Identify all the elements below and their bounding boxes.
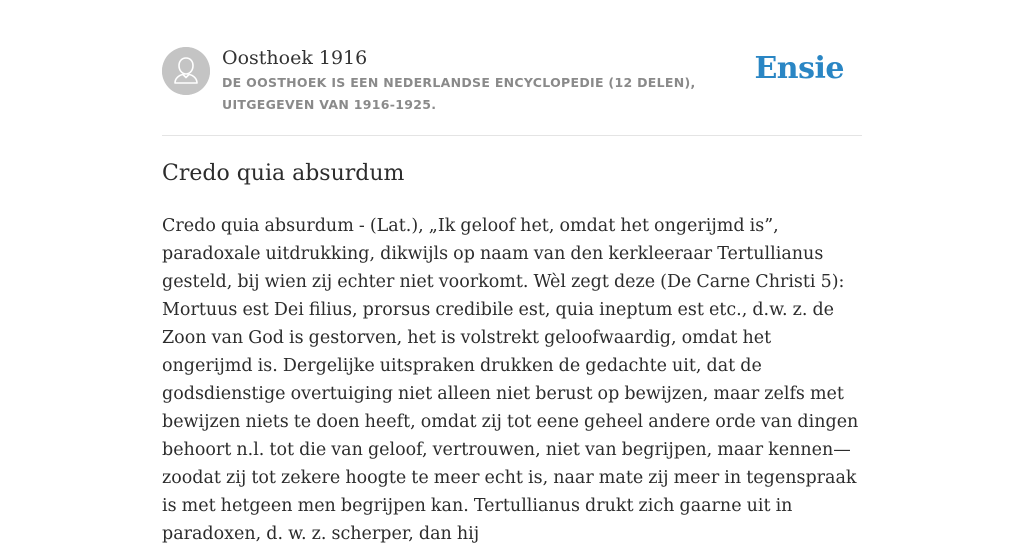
source-description: DE OOSTHOEK IS EEN NEDERLANDSE ENCYCLOPEDIE (12 DELEN), UITGEGEVEN VAN 1916-1925. <box>222 75 696 112</box>
header-divider <box>162 135 862 136</box>
user-silhouette-icon[interactable] <box>162 47 210 95</box>
source-title[interactable]: Oosthoek 1916 <box>222 47 368 69</box>
ensie-logo[interactable]: Ensie <box>754 51 844 86</box>
source-header <box>162 46 862 116</box>
article-body: Credo quia absurdum - (Lat.), „Ik geloof het, omdat het ongerijmd is”, paradoxale uitdrukking, dikwijls op naam van den kerkleeraar Tertullianus gesteld, bij wien zij echter niet voorkomt. Wèl zegt deze (De Carne Christi 5): Mortuus est Dei filius, prorsus credibile est, quia ineptum est etc., d.w. z. de Zoon van God is gestorven, het is volstrekt geloofwaardig, omdat het ongerijmd is. Dergelijke uitspraken drukken de gedachte uit, dat de godsdienstige overtuiging niet alleen niet berust op bewijzen, maar zelfs met bewijzen niets te doen heeft, omdat zij tot eene geheel andere orde van dingen behoort n.l. tot die van geloof, vertrouwen, niet van begrijpen, maar kennen— zoodat zij tot zekere hoogte te meer echt is, naar mate zij meer in tegenspraak is met hetgeen men begrijpen kan. Tertullianus drukt zich gaarne uit in paradoxen, d. w. z. scherper, dan hij <box>162 216 859 544</box>
article-title: Credo quia absurdum <box>162 161 405 186</box>
